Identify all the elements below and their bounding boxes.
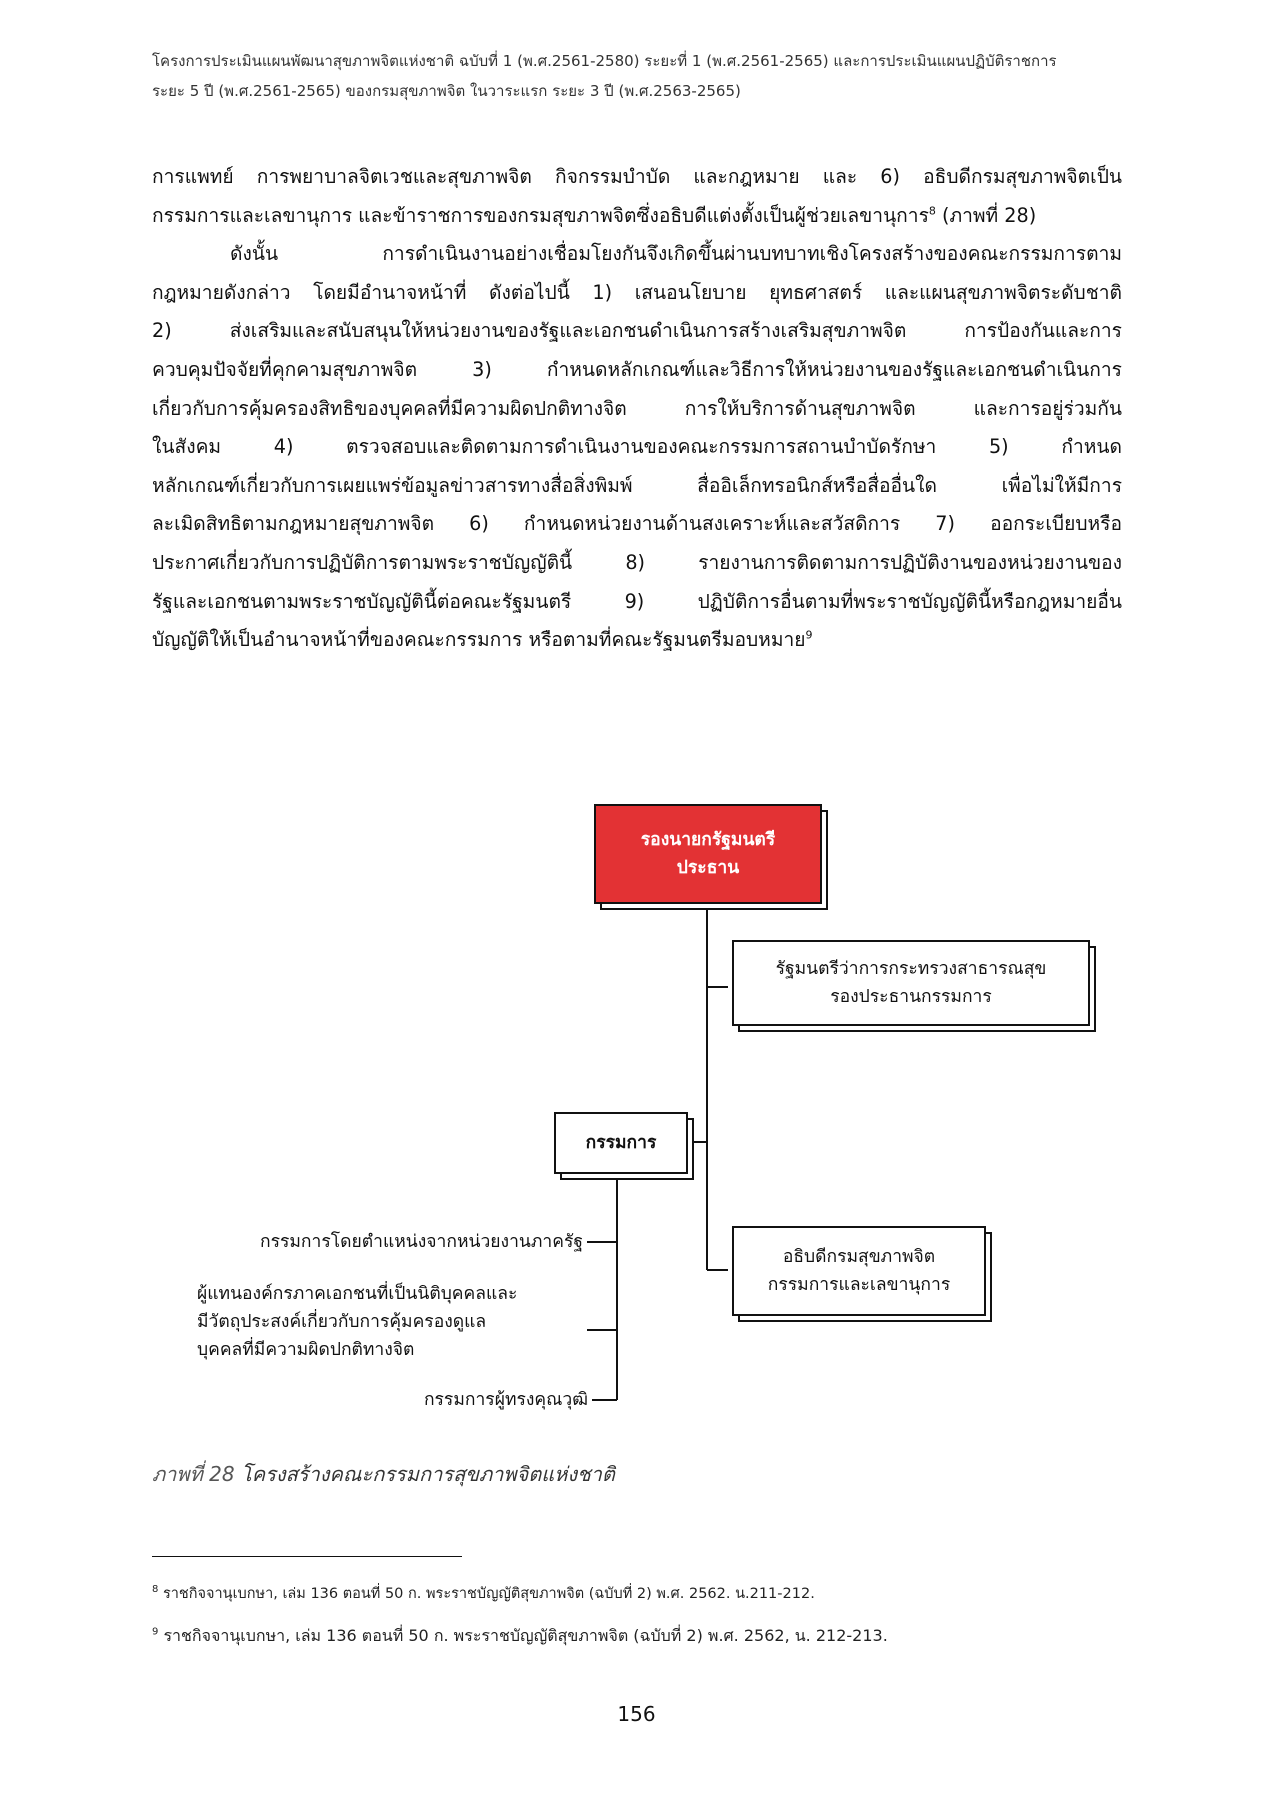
chairman-role: ประธาน [676, 858, 740, 878]
secretary-title: อธิบดีกรมสุขภาพจิต [782, 1247, 936, 1267]
header-line-2: ระยะ 5 ปี (พ.ศ.2561-2565) ของกรมสุขภาพจิต ในวาระแรก ระยะ 3 ปี (พ.ศ.2563-2565) [152, 82, 741, 100]
paragraph-2-line: ดังนั้น การดำเนินงานอย่างเชื่อมโยงกันจึงเกิดขึ้นผ่านบทบาทเชิงโครงสร้างของคณะกรรมการตาม [230, 242, 1122, 266]
paragraph-1-line-1: การแพทย์ การพยาบาลจิตเวชและสุขภาพจิต กิจกรรมบำบัด และกฎหมาย และ 6) อธิบดีกรมสุขภาพจิตเป็น [152, 165, 1122, 188]
paragraph-2-line: ละเมิดสิทธิตามกฎหมายสุขภาพจิต 6) กำหนดหน่วยงานด้านสงเคราะห์และสวัสดิการ 7) ออกระเบียบหรือ [152, 512, 1122, 536]
page-number: 156 [617, 1702, 656, 1726]
private-sector-line-3: บุคคลที่มีความผิดปกติทางจิต [197, 1340, 415, 1360]
footnote-8-text: ราชกิจจานุเบกษา, เล่ม 136 ตอนที่ 50 ก. พระราชบัญญัติสุขภาพจิต (ฉบับที่ 2) พ.ศ. 2562. น.211-212. [158, 1586, 815, 1602]
paragraph-1-line-2 [152, 197, 1122, 236]
vice-chairman-box [732, 940, 1090, 1026]
footnote-9 [152, 1624, 888, 1649]
paragraph-2-line: เกี่ยวกับการคุ้มครองสิทธิของบุคคลที่มีความผิดปกติทางจิต การให้บริการด้านสุขภาพจิต และการอยู่ร่วมกัน [152, 396, 1122, 420]
paragraph-2-last-text: บัญญัติให้เป็นอำนาจหน้าที่ของคณะกรรมการ หรือตามที่คณะรัฐมนตรีมอบหมาย [152, 628, 806, 652]
footnote-separator [152, 1556, 462, 1557]
footnote-9-mark: 9 [152, 1626, 159, 1638]
footnote-ref-9: 9 [805, 628, 813, 642]
figure-title: โครงสร้างคณะกรรมการสุขภาพจิตแห่งชาติ [240, 1462, 615, 1486]
private-sector-members-label [197, 1280, 517, 1364]
footnote-ref-8: 8 [928, 204, 936, 218]
private-sector-line-1: ผู้แทนองค์กรภาคเอกชนที่เป็นนิติบุคคลและ [197, 1284, 518, 1304]
footnote-9-text: ราชกิจจานุเบกษา, เล่ม 136 ตอนที่ 50 ก. พระราชบัญญัติสุขภาพจิต (ฉบับที่ 2) พ.ศ. 2562, น. 212-213. [158, 1626, 888, 1645]
figure-number: ภาพที่ 28 [152, 1462, 235, 1486]
header-line-1: โครงการประเมินแผนพัฒนาสุขภาพจิตแห่งชาติ ฉบับที่ 1 (พ.ศ.2561-2580) ระยะที่ 1 (พ.ศ.2561-2565) และการประเมินแผนปฏิบัติราชการ [152, 52, 1057, 70]
org-chart [0, 790, 1273, 1450]
footnote-8 [152, 1582, 815, 1605]
body-text [152, 158, 1122, 660]
private-sector-line-2: มีวัตถุประสงค์เกี่ยวกับการคุ้มครองดูแล [197, 1312, 487, 1332]
running-header [152, 46, 1132, 106]
vice-chairman-title: รัฐมนตรีว่าการกระทรวงสาธารณสุข [775, 959, 1047, 979]
paragraph-2-line: ประกาศเกี่ยวกับการปฏิบัติการตามพระราชบัญญัตินี้ 8) รายงานการติดตามการปฏิบัติงานของหน่วยงานของ [152, 550, 1122, 574]
chairman-box [594, 804, 822, 904]
committee-members-box [554, 1112, 688, 1174]
paragraph-2-line: หลักเกณฑ์เกี่ยวกับการเผยแพร่ข้อมูลข่าวสารทางสื่อสิ่งพิมพ์ สื่ออิเล็กทรอนิกส์หรือสื่ออื่นใด เพื่อไม่ให้มีการ [152, 473, 1122, 497]
committee-members-label: กรรมการ [585, 1133, 657, 1153]
footnote-8-mark: 8 [152, 1584, 159, 1596]
paragraph-2-line: ควบคุมปัจจัยที่คุกคามสุขภาพจิต 3) กำหนดหลักเกณฑ์และวิธีการให้หน่วยงานของรัฐและเอกชนดำเนินการ [152, 357, 1122, 381]
figure-caption [152, 1458, 615, 1490]
ex-officio-members-label: กรรมการโดยตำแหน่งจากหน่วยงานภาครัฐ [260, 1232, 583, 1252]
paragraph-2-line: รัฐและเอกชนตามพระราชบัญญัตินี้ต่อคณะรัฐมนตรี 9) ปฏิบัติการอื่นตามที่พระราชบัญญัตินี้หรือกฎหมายอื่น [152, 589, 1122, 613]
expert-members-label: กรรมการผู้ทรงคุณวุฒิ [423, 1390, 588, 1410]
paragraph-2-line: ในสังคม 4) ตรวจสอบและติดตามการดำเนินงานของคณะกรรมการสถานบำบัดรักษา 5) กำหนด [152, 435, 1122, 459]
figure-reference: (ภาพที่ 28) [935, 203, 1037, 227]
secretary-role: กรรมการและเลขานุการ [767, 1275, 951, 1295]
vice-chairman-role: รองประธานกรรมการ [830, 987, 992, 1007]
paragraph-2-line: กฎหมายดังกล่าว โดยมีอำนาจหน้าที่ ดังต่อไปนี้ 1) เสนอนโยบาย ยุทธศาสตร์ และแผนสุขภาพจิตระดับชาติ [152, 280, 1122, 304]
secretary-box [732, 1226, 986, 1316]
paragraph-2-line: 2) ส่งเสริมและสนับสนุนให้หน่วยงานของรัฐและเอกชนดำเนินการสร้างเสริมสุขภาพจิต การป้องกันและการ [152, 319, 1122, 343]
chairman-title: รองนายกรัฐมนตรี [640, 830, 776, 850]
paragraph-2-last-line [152, 621, 1122, 660]
paragraph-1-text: กรรมการและเลขานุการ และข้าราชการของกรมสุขภาพจิตซึ่งอธิบดีแต่งตั้งเป็นผู้ช่วยเลขานุการ [152, 203, 929, 227]
